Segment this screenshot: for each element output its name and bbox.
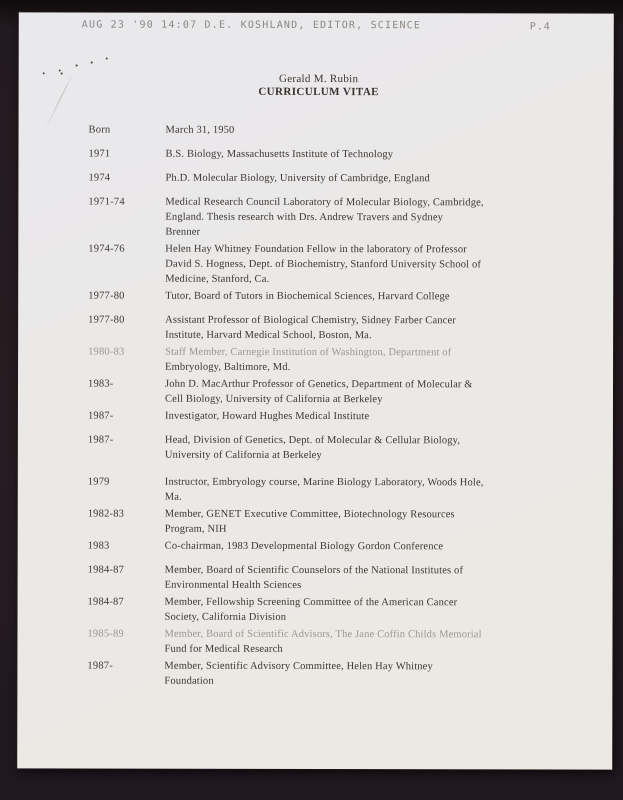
entry-year: Born — [88, 124, 111, 136]
cv-entry-row — [88, 171, 560, 187]
cv-section — [87, 475, 559, 690]
scan-speck — [61, 72, 63, 74]
entry-year: 1983 — [87, 540, 110, 552]
cv-entry-row — [88, 289, 560, 305]
entry-year: 1974-76 — [88, 243, 125, 255]
scan-speck — [91, 62, 93, 64]
cv-entry-row — [88, 475, 560, 506]
person-name: Gerald M. Rubin — [278, 72, 359, 86]
cv-entry-row — [88, 433, 560, 464]
cv-entry-row — [87, 659, 559, 690]
cv-entry-row — [88, 195, 560, 241]
cv-entry-row — [87, 627, 559, 658]
entry-description: Helen Hay Whitney Foundation Fellow in the laboratory of Professor David S. Hogness, Dept. of Biochemistry, Stanford University School of Medicine, Stanford, Ca. — [165, 243, 482, 285]
scan-crease — [44, 72, 73, 130]
entry-year: 1987- — [87, 660, 113, 672]
cv-entry-row — [88, 345, 560, 376]
entry-year: 1985-89 — [87, 628, 124, 640]
document-page — [17, 12, 614, 769]
entry-description: Instructor, Embryology course, Marine Biology Laboratory, Woods Hole, Ma. — [164, 476, 484, 503]
entry-year: 1980-83 — [88, 346, 125, 358]
scan-speck — [43, 72, 45, 74]
scan-speck — [76, 64, 78, 66]
cv-entry-row — [88, 313, 560, 344]
cv-section — [88, 195, 561, 464]
entry-description: Member, Fellowship Screening Committee of the American Cancer Society, California Division — [164, 596, 458, 623]
cv-entry-row — [88, 539, 560, 555]
entry-description: Member, Scientific Advisory Committee, Helen Hay Whitney Foundation — [164, 660, 433, 687]
entry-description: Staff Member, Carnegie Institution of Washington, Department of Embryology, Baltimore, Md. — [165, 346, 452, 373]
entry-year: 1987- — [87, 434, 114, 446]
entry-description: Assistant Professor of Biological Chemistry, Sidney Farber Cancer Institute, Harvard Medical School, Boston, Ma. — [165, 314, 456, 342]
page-title: CURRICULUM VITAE — [258, 85, 379, 99]
entry-description: Ph.D. Molecular Biology, University of Cambridge, England — [165, 172, 430, 185]
entry-year: 1982-83 — [87, 508, 125, 520]
cv-entry-row — [88, 595, 560, 626]
cv-entry-row — [88, 409, 560, 425]
entry-year: 1977-80 — [88, 290, 125, 302]
entry-description: B.S. Biology, Massachusetts Institute of Technology — [165, 148, 394, 161]
entry-year: 1979 — [87, 476, 110, 488]
entry-description: Head, Division of Genetics, Dept. of Molecular & Cellular Biology, University of California at Berkeley — [164, 434, 461, 462]
entry-description: Member, Board of Scientific Counselors of the National Institutes of Environmental Health Sciences — [164, 564, 464, 591]
cv-entry-row — [88, 242, 560, 288]
entry-year: 1971-74 — [88, 196, 125, 208]
entry-description: Member, Board of Scientific Advisors, The Jane Coffin Childs Memorial Fund for Medical Research — [164, 628, 482, 655]
entry-description: Member, GENET Executive Committee, Biotechnology Resources Program, NIH — [164, 508, 455, 535]
entry-year: 1983- — [88, 378, 114, 390]
entry-year: 1987- — [87, 410, 114, 422]
entry-description: Tutor, Board of Tutors in Biochemical Sciences, Harvard College — [165, 290, 450, 303]
fax-page-number: P.4 — [529, 21, 551, 33]
document-title-block — [89, 73, 549, 100]
fax-header-line: AUG 23 '90 14:07 D.E. KOSHLAND, EDITOR, SCIENCE — [81, 19, 422, 32]
entry-year: 1971 — [88, 148, 111, 160]
cv-entries — [87, 123, 560, 692]
entry-year: 1977-80 — [88, 314, 125, 326]
entry-year: 1974 — [88, 172, 111, 184]
cv-entry-row — [88, 147, 560, 163]
entry-description: Medical Research Council Laboratory of Molecular Biology, Cambridge, England. Thesis research with Drs. Andrew Travers and Sydney Brenner — [165, 196, 484, 238]
entry-year: 1984-87 — [87, 564, 125, 576]
scan-speck — [59, 69, 61, 71]
entry-description: John D. MacArthur Professor of Genetics, Department of Molecular & Cell Biology, University of California at Berkeley — [164, 378, 473, 406]
cv-entry-row — [88, 507, 560, 538]
entry-description: Co-chairman, 1983 Developmental Biology Gordon Conference — [164, 540, 444, 553]
cv-entry-row — [88, 377, 560, 408]
cv-entry-row — [89, 123, 561, 139]
entry-year: 1984-87 — [87, 596, 124, 608]
entry-description: March 31, 1950 — [165, 124, 235, 136]
entry-description: Investigator, Howard Hughes Medical Institute — [164, 410, 370, 423]
scan-speck — [106, 58, 108, 60]
cv-section — [88, 123, 560, 187]
cv-entry-row — [88, 563, 560, 594]
